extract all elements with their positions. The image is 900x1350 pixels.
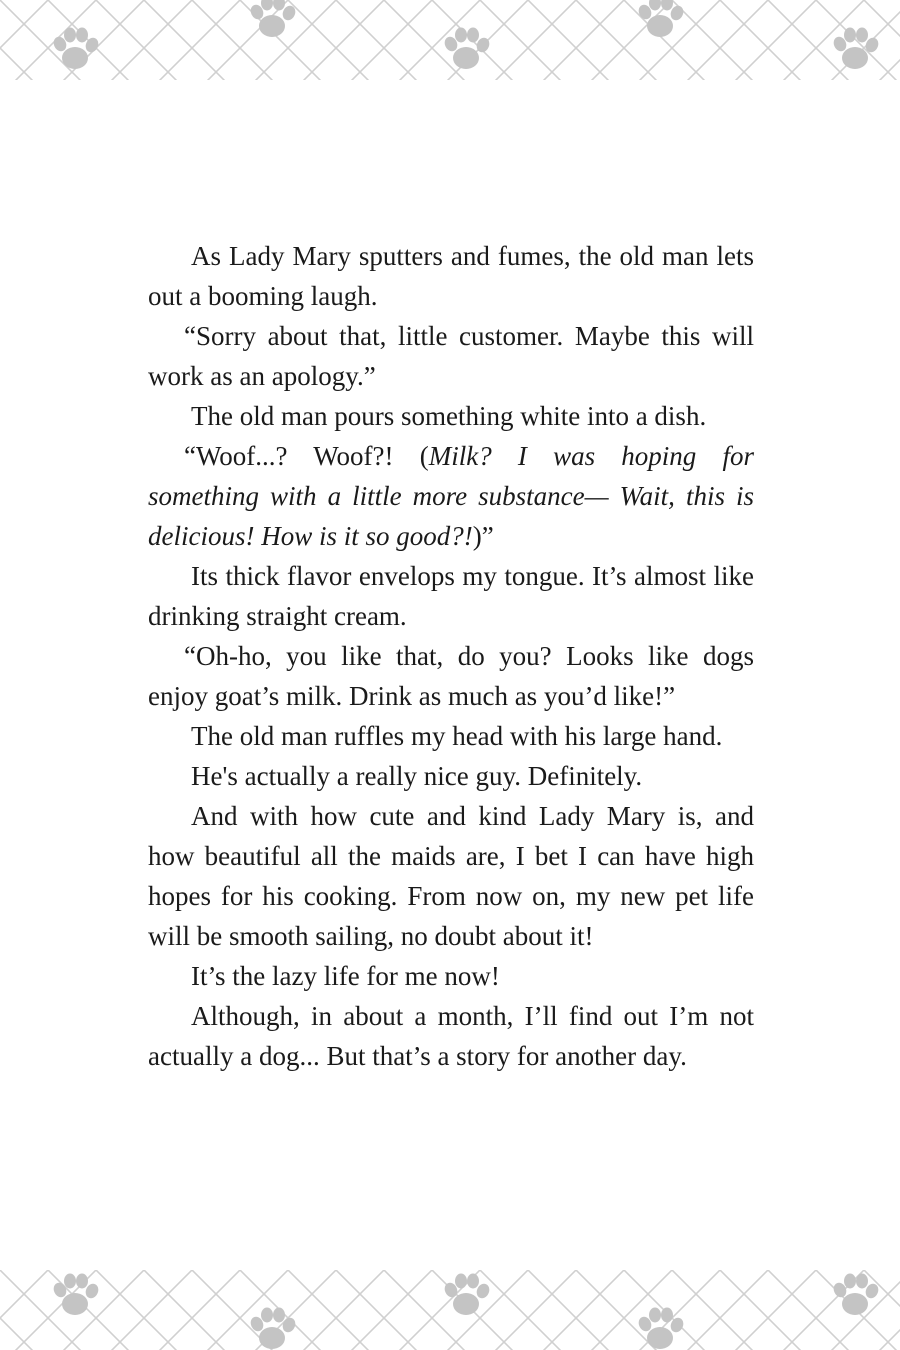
story-text	[148, 236, 754, 1076]
dialogue-text: “Woof...? Woof?! (	[184, 441, 429, 471]
paragraph: The old man pours something white into a dish.	[191, 401, 707, 431]
dialogue-text: )”	[472, 521, 494, 551]
inner-thought-text: Milk? I was hoping for something with a little more substance— Wait, this is delicious! How is it so good?!	[148, 441, 754, 551]
paragraph: The old man ruffles my head with his large hand.	[191, 721, 723, 751]
paragraph	[148, 436, 754, 556]
paragraph: He's actually a really nice guy. Definitely.	[191, 761, 643, 791]
paragraph: And with how cute and kind Lady Mary is, and how beautiful all the maids are, I bet I can have high hopes for his cooking. From now on, my new pet life will be smooth sailing, no doubt about it!	[148, 801, 754, 951]
paragraph: As Lady Mary sputters and fumes, the old man lets out a booming laugh.	[148, 241, 754, 311]
paragraph: Its thick flavor envelops my tongue. It’s almost like drinking straight cream.	[148, 561, 754, 631]
paragraph: Although, in about a month, I’ll find out I’m not actually a dog... But that’s a story for another day.	[148, 1001, 754, 1071]
paragraph: It’s the lazy life for me now!	[191, 961, 500, 991]
bottom-paw-border	[0, 1270, 900, 1350]
paragraph: “Sorry about that, little customer. Maybe this will work as an apology.”	[148, 321, 754, 391]
paragraph: “Oh-ho, you like that, do you? Looks like dogs enjoy goat’s milk. Drink as much as you’d like!”	[148, 641, 754, 711]
top-paw-border	[0, 0, 900, 80]
